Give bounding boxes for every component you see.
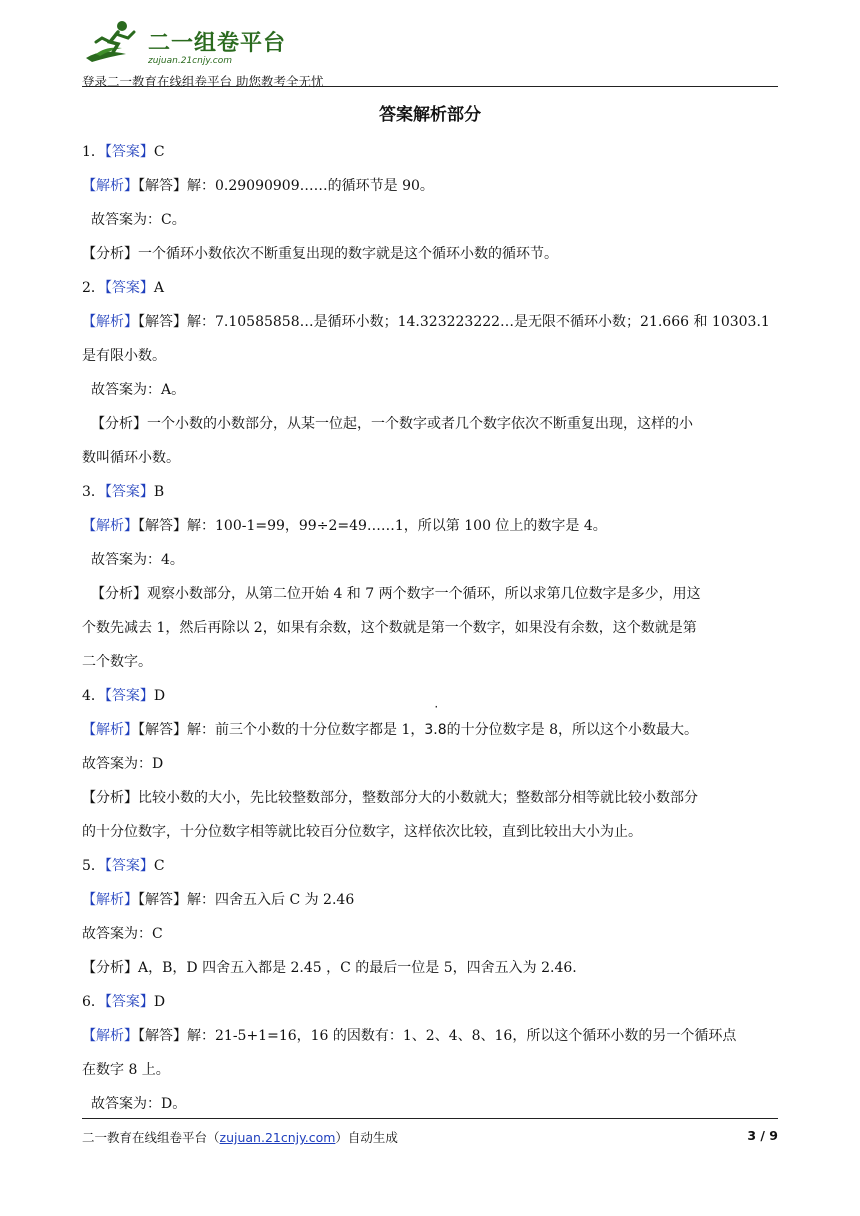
q3-fenxi-text: 观察小数部分，从第二位开始 4 和 7 两个数字一个循环，所以求第几位数字是多少，用这 (147, 586, 701, 602)
logo-name: 二一组卷平台 (148, 31, 287, 56)
repeating-decimal (424, 700, 447, 747)
q2-jieda-text: 【解答】解：7.10585858…是循环小数；14.323223222…是无限不循环小数；21.666 和 10303.1 (138, 314, 770, 330)
q1-fenxi-tag: 【分析】 (82, 246, 138, 262)
q2-jieda-line (82, 305, 778, 339)
q1-jieda-line (82, 169, 778, 203)
q3-fenxi-text-2: 个数先减去 1，然后再除以 2，如果有余数，这个数就是第一个数字，如果没有余数，这个数就是第 (82, 620, 697, 636)
q2-jieda-text-2: 是有限小数。 (82, 348, 166, 364)
q6-jiexi-tag[interactable]: 【解析】 (82, 1028, 138, 1044)
q6-answer-line (82, 985, 778, 1019)
q2-fenxi-tag: 【分析】 (91, 416, 147, 432)
q2-number: 2． (82, 280, 105, 296)
q4-conclusion: 故答案为：D (82, 756, 164, 772)
q3-number: 3． (82, 484, 105, 500)
header (82, 14, 778, 90)
answer-content (82, 135, 778, 1121)
header-tagline: 登录二一教育在线组卷平台 助您教考全无忧 (82, 74, 324, 89)
runner-logo-icon (82, 18, 142, 66)
q3-fenxi-tag: 【分析】 (91, 586, 147, 602)
q4-answer-tag[interactable]: 【答案】 (104, 688, 154, 704)
footer-source-prefix: 二一教育在线组卷平台（ (82, 1130, 220, 1145)
q2-answer-tag[interactable]: 【答案】 (104, 280, 154, 296)
header-divider (82, 86, 778, 87)
q1-answer: C (153, 144, 165, 160)
footer-source-suffix: ）自动生成 (335, 1130, 398, 1145)
q5-jieda-line (82, 883, 778, 917)
q2-fenxi-line (82, 407, 778, 441)
q5-fenxi-text: A，B，D 四舍五入都是 2.45 ，C 的最后一位是 5，四舍五入为 2.46. (138, 960, 577, 976)
q4-fenxi-tag: 【分析】 (82, 790, 138, 806)
q4-fenxi-text: 比较小数的大小，先比较整数部分，整数部分大的小数就大；整数部分相等就比较小数部分 (138, 790, 698, 806)
q2-jiexi-tag[interactable]: 【解析】 (82, 314, 138, 330)
q6-jieda-line (82, 1019, 778, 1053)
q2-answer-line (82, 271, 778, 305)
q3-fenxi-text-3: 二个数字。 (82, 654, 152, 670)
q2-conclusion: 故答案为：A。 (91, 382, 186, 398)
footer-divider (82, 1118, 778, 1119)
page-title: 答案解析部分 (379, 105, 481, 125)
repeating-dot: · (434, 700, 439, 714)
q3-answer-tag[interactable]: 【答案】 (104, 484, 154, 500)
footer-source (82, 1128, 398, 1146)
footer (82, 1128, 778, 1146)
q3-jieda-line (82, 509, 778, 543)
q5-fenxi-tag: 【分析】 (82, 960, 138, 976)
q6-answer-tag[interactable]: 【答案】 (104, 994, 154, 1010)
q5-jieda-text: 【解答】解：四舍五入后 C 为 2.46 (138, 892, 355, 908)
q5-number: 5． (82, 858, 105, 874)
q4-jieda-text-a: 【解答】解：前三个小数的十分位数字都是 1， (138, 722, 425, 738)
q6-jieda-text-2: 在数字 8 上。 (82, 1062, 170, 1078)
q5-conclusion: 故答案为：C (82, 926, 163, 942)
logo-url: zujuan.21cnjy.com (148, 56, 233, 66)
q4-jiexi-tag[interactable]: 【解析】 (82, 722, 138, 738)
q1-jieda-text: 【解答】解：0.29090909……的循环节是 90。 (138, 178, 434, 194)
q5-fenxi-line (82, 951, 778, 985)
q1-answer-tag[interactable]: 【答案】 (104, 144, 154, 160)
q4-jieda-text-b: 的十分位数字是 8，所以这个小数最大。 (446, 722, 698, 738)
q1-fenxi-line (82, 237, 778, 271)
q1-conclusion: 故答案为：C。 (91, 212, 186, 228)
q5-jiexi-tag[interactable]: 【解析】 (82, 892, 138, 908)
q3-jiexi-tag[interactable]: 【解析】 (82, 518, 138, 534)
q1-answer-line (82, 135, 778, 169)
q4-answer: D (153, 688, 166, 704)
q4-number: 4． (82, 688, 105, 704)
q4-jieda-line (82, 700, 778, 747)
q4-fenxi-line (82, 781, 778, 815)
q2-answer: A (153, 280, 165, 296)
logo[interactable] (82, 14, 778, 66)
q3-answer: B (153, 484, 165, 500)
q1-fenxi-text: 一个循环小数依次不断重复出现的数字就是这个循环小数的循环节。 (138, 246, 558, 262)
footer-link[interactable]: zujuan.21cnjy.com (219, 1130, 336, 1145)
q3-conclusion: 故答案为：4。 (91, 552, 184, 568)
q2-fenxi-text: 一个小数的小数部分，从某一位起，一个数字或者几个数字依次不断重复出现，这样的小 (147, 416, 693, 432)
page-number: 3 / 9 (747, 1128, 778, 1143)
q6-jieda-text: 【解答】解：21-5+1=16，16 的因数有：1、2、4、8、16，所以这个循环小数的另一个循环点 (138, 1028, 737, 1044)
q2-fenxi-text-2: 数叫循环小数。 (82, 450, 180, 466)
q3-jieda-text: 【解答】解：100-1=99，99÷2=49……1，所以第 100 位上的数字是 4。 (138, 518, 607, 534)
q3-answer-line (82, 475, 778, 509)
q3-fenxi-line (82, 577, 778, 611)
q5-answer: C (153, 858, 165, 874)
repeating-decimal-value: 3.8 (424, 722, 447, 738)
q1-jiexi-tag[interactable]: 【解析】 (82, 178, 138, 194)
q1-number: 1． (82, 144, 105, 160)
q6-number: 6． (82, 994, 105, 1010)
q6-answer: D (153, 994, 166, 1010)
q4-fenxi-text-2: 的十分位数字，十分位数字相等就比较百分位数字，这样依次比较，直到比较出大小为止。 (82, 824, 642, 840)
q4-answer-line (82, 679, 778, 713)
q6-conclusion: 故答案为：D。 (91, 1096, 187, 1112)
q5-answer-line (82, 849, 778, 883)
q5-answer-tag[interactable]: 【答案】 (104, 858, 154, 874)
